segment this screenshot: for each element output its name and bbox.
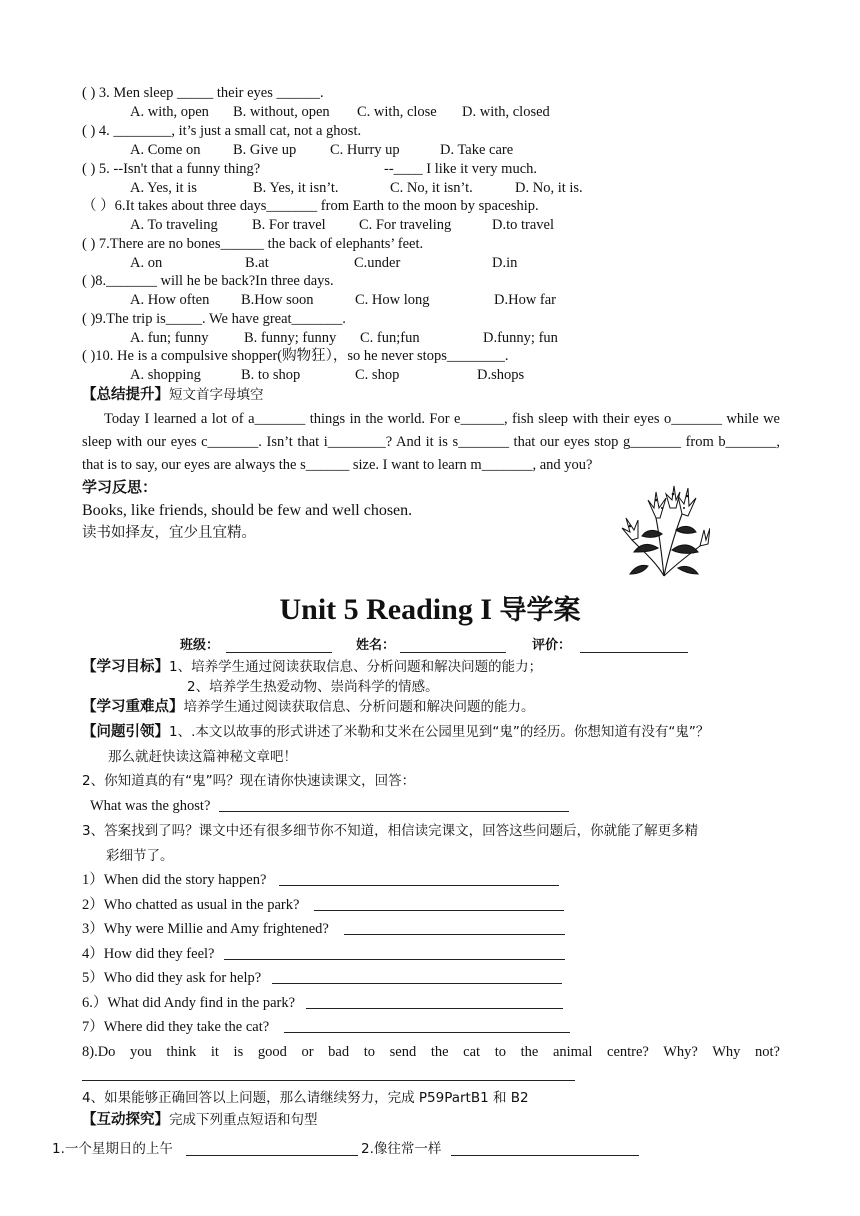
question-4-stem: ( ) 4. ________, it’s just a small cat, not a ghost. [82, 123, 362, 139]
explore-phrase-2: 2.像往常一样 [361, 1141, 442, 1157]
question-6-option-c: C. For traveling [359, 217, 452, 233]
question-7-option-c: C.under [354, 255, 401, 271]
question-8-stem: ( )8._______ will he be back?In three days. [82, 273, 334, 289]
class-field[interactable] [226, 652, 332, 653]
question-9-option-d: D.funny; fun [483, 330, 558, 346]
explore-label: 【互动探究】 [82, 1112, 169, 1128]
reflection-quote-en: Books, like friends, should be few and well chosen. [82, 502, 413, 519]
page-title [0, 590, 860, 631]
name-label: 姓名： [356, 638, 396, 653]
detail-question-5: 5）Who did they ask for help? [82, 970, 262, 986]
detail-question-4: 4）How did they feel? [82, 946, 215, 962]
question-9-option-c: C. fun;fun [360, 330, 420, 346]
question-3-option-c: C. with, close [357, 104, 437, 120]
summary-label: 【总结提升】 [82, 387, 169, 403]
question-4-option-b: B. Give up [233, 142, 297, 158]
detail-answer-7[interactable] [284, 1032, 570, 1033]
question-5-option-c: C. No, it isn’t. [390, 180, 473, 196]
question-8-option-b: B.How soon [241, 292, 314, 308]
question-8-option-c: C. How long [355, 292, 430, 308]
question-7-option-a: A. on [130, 255, 163, 271]
goals-label: 【学习目标】 [82, 659, 169, 675]
explore-answer-2[interactable] [451, 1155, 639, 1156]
question-9-option-a: A. fun; funny [130, 330, 209, 346]
guide-p1a: 1、.本文以故事的形式讲述了米勒和艾米在公园里见到“鬼”的经历。你想知道有没有“鬼”？ [169, 724, 710, 740]
detail-answer-4[interactable] [224, 959, 565, 960]
summary-passage: Today I learned a lot of a_______ things in the world. For e______, fish sleep with their eyes o_______ while we sleep with our eyes c_______. Isn’t that i________? And it is s_______ that our eyes stop g_______ from b_______, that is to say, our eyes are always the s______ size. I want to learn m_______, and you? [82, 411, 780, 473]
goals-line-1 [82, 658, 542, 676]
question-8-option-d: D.How far [494, 292, 557, 308]
goal-item-1: 1、培养学生通过阅读获取信息、分析问题和解决问题的能力； [169, 659, 543, 675]
summary-desc: 短文首字母填空 [169, 387, 264, 403]
guide-p1b: 那么就赶快读这篇神秘文章吧！ [108, 749, 297, 765]
goal-item-2: 2、培养学生热爱动物、崇尚科学的情感。 [187, 679, 439, 695]
detail-question-6: 6.）What did Andy find in the park? [82, 995, 296, 1011]
detail-question-2: 2）Who chatted as usual in the park? [82, 897, 300, 913]
detail-answer-1[interactable] [279, 885, 559, 886]
class-label: 班级： [180, 638, 220, 653]
detail-question-7: 7）Where did they take the cat? [82, 1019, 270, 1035]
key-label: 【学习重难点】 [82, 699, 184, 715]
question-7-option-d: D.in [492, 255, 518, 271]
guide-p2: 2、你知道真的有“鬼”吗？现在请你快速读课文，回答： [82, 773, 416, 789]
question-5-option-b: B. Yes, it isn’t. [253, 180, 339, 196]
question-5-stem-reply: --____ I like it very much. [384, 161, 538, 177]
name-field[interactable] [400, 652, 506, 653]
explore-desc: 完成下列重点短语和句型 [169, 1112, 318, 1128]
flower-illustration-icon [618, 478, 710, 578]
guide-label: 【问题引领】 [82, 724, 169, 740]
explore-answer-1[interactable] [186, 1155, 358, 1156]
detail-answer-5[interactable] [272, 983, 562, 984]
question-10-option-b: B. to shop [241, 367, 301, 383]
eval-field[interactable] [580, 652, 688, 653]
detail-question-3: 3）Why were Millie and Amy frightened? [82, 921, 329, 937]
question-5-option-d: D. No, it is. [515, 180, 583, 196]
question-6-stem: （ ）6.It takes about three days_______ from Earth to the moon by spaceship. [82, 198, 539, 214]
question-10-option-c: C. shop [355, 367, 400, 383]
explore-heading [82, 1111, 318, 1129]
reflection-label: 学习反思： [82, 478, 158, 496]
question-10-stem: ( )10. He is a compulsive shopper(购物狂），so he never stops________. [82, 348, 509, 364]
question-9-stem: ( )9.The trip is_____. We have great_______. [82, 311, 346, 327]
question-3-option-d: D. with, closed [462, 104, 550, 120]
question-10-option-a: A. shopping [130, 367, 201, 383]
detail-answer-3[interactable] [344, 934, 565, 935]
summary-heading [82, 386, 264, 404]
guide-p3b: 彩细节了。 [106, 848, 174, 864]
guide-line-1 [82, 723, 709, 741]
key-text: 培养学生通过阅读获取信息、分析问题和解决问题的能力。 [183, 699, 535, 715]
question-4-option-c: C. Hurry up [330, 142, 400, 158]
question-3-option-a: A. with, open [130, 104, 209, 120]
ghost-answer-line[interactable] [219, 811, 569, 812]
question-6-option-d: D.to travel [492, 217, 555, 233]
question-7-stem: ( ) 7.There are no bones______ the back of elephants’ feet. [82, 236, 424, 252]
question-6-option-a: A. To traveling [130, 217, 218, 233]
key-points [82, 698, 535, 716]
eval-label: 评价： [532, 638, 572, 653]
question-3-option-b: B. without, open [233, 104, 330, 120]
page-title-cn: 导学案 [499, 595, 581, 626]
reflection-quote-cn: 读书如择友，宜少且宜精。 [82, 525, 256, 541]
question-9-option-b: B. funny; funny [244, 330, 337, 346]
question-10-option-d: D.shops [477, 367, 525, 383]
question-4-option-d: D. Take care [440, 142, 514, 158]
ghost-question: What was the ghost? [90, 798, 211, 814]
detail-question-1: 1）When did the story happen? [82, 872, 267, 888]
page-title-en: Unit 5 Reading I [279, 593, 500, 626]
detail-answer-8[interactable] [82, 1080, 575, 1081]
detail-question-8: 8).Do you think it is good or bad to send the cat to the animal centre? Why? Why not? [82, 1044, 780, 1060]
question-3-stem: ( ) 3. Men sleep _____ their eyes ______. [82, 85, 324, 101]
question-8-option-a: A. How often [130, 292, 210, 308]
question-4-option-a: A. Come on [130, 142, 201, 158]
question-5-stem: ( ) 5. --Isn't that a funny thing? [82, 161, 261, 177]
guide-p3a: 3、答案找到了吗？课文中还有很多细节你不知道，相信读完课文，回答这些问题后，你就能了解更多精 [82, 823, 699, 839]
detail-answer-6[interactable] [306, 1008, 563, 1009]
question-7-option-b: B.at [245, 255, 269, 271]
guide-p4: 4、如果能够正确回答以上问题，那么请继续努力，完成 P59PartB1 和 B2 [82, 1090, 529, 1106]
explore-phrase-1: 1.一个星期日的上午 [52, 1141, 173, 1157]
question-6-option-b: B. For travel [252, 217, 326, 233]
question-5-option-a: A. Yes, it is [130, 180, 197, 196]
detail-answer-2[interactable] [314, 910, 564, 911]
